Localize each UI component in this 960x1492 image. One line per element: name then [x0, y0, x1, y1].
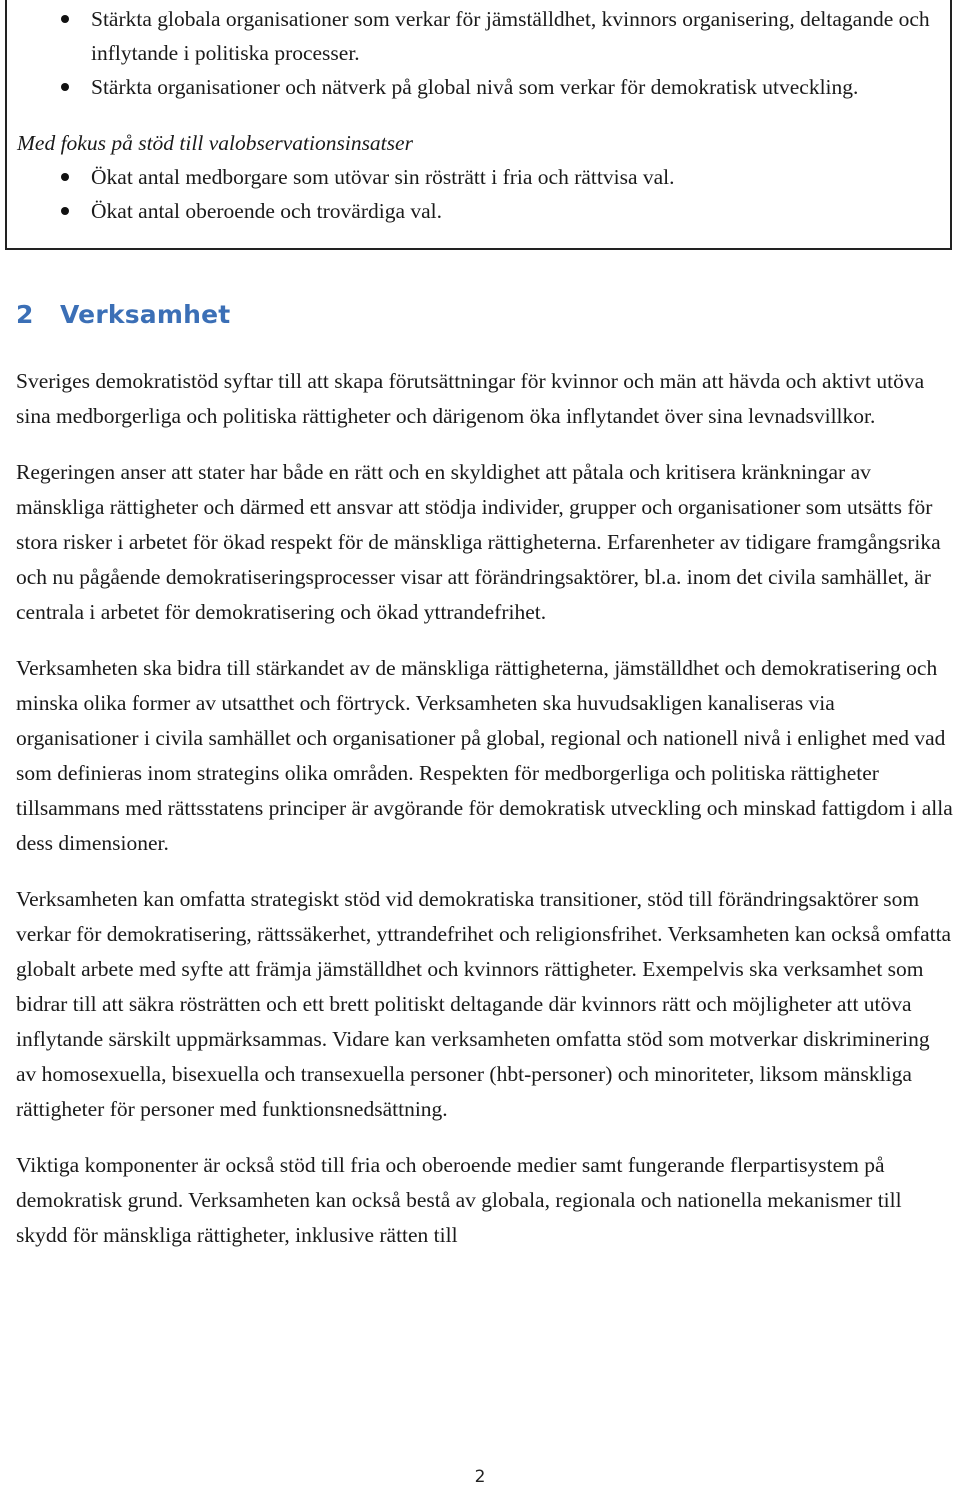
list-item-text: Stärkta globala organisationer som verkar för jämställdhet, kvinnors organisering, deltagande och inflytande i politiska processer.	[91, 7, 930, 65]
goals-box-content	[17, 2, 944, 228]
bullet-icon	[61, 15, 69, 23]
list-item-text: Ökat antal medborgare som utövar sin rösträtt i fria och rättvisa val.	[91, 165, 675, 189]
bullet-icon	[61, 207, 69, 215]
body-text	[16, 364, 954, 1274]
section-heading	[16, 300, 230, 329]
paragraph: Regeringen anser att stater har både en rätt och en skyldighet att påtala och kritisera kränkningar av mänskliga rättigheter och därmed ett ansvar att stödja individer, grupper och organisationer som utsätts för stora risker i arbetet för ökad respekt för de mänskliga rättigheterna. Erfarenheter av tidigare framgångsrika och nu pågående demokratiseringsprocesser visar att förändringsaktörer, bl.a. inom det civila samhället, är centrala i arbetet för demokratisering och ökad yttrandefrihet.	[16, 460, 941, 624]
bullet-icon	[61, 173, 69, 181]
section-title: Verksamhet	[60, 300, 231, 329]
goals-list-bottom	[17, 160, 944, 228]
section-number: 2	[16, 300, 34, 329]
bullet-icon	[61, 83, 69, 91]
list-item	[17, 194, 944, 228]
box-subheading: Med fokus på stöd till valobservationsinsatser	[17, 131, 413, 155]
goals-list-top	[17, 2, 944, 104]
goals-box	[5, 0, 952, 250]
list-item	[17, 70, 944, 104]
paragraph: Sveriges demokratistöd syftar till att skapa förutsättningar för kvinnor och män att hävda och aktivt utöva sina medborgerliga och politiska rättigheter och därigenom öka inflytandet över sina levnadsvillkor.	[16, 369, 925, 428]
paragraph: Verksamheten ska bidra till stärkandet av de mänskliga rättigheterna, jämställdhet och demokratisering och minska olika former av utsatthet och förtryck. Verksamheten ska huvudsakligen kanaliseras via organisationer i civila samhället och organisationer på global, regional och nationell nivå i enlighet med vad som definieras inom strategins olika områden. Respekten för medborgerliga och politiska rättigheter tillsammans med rättsstatens principer är avgörande för demokratisk utveckling och minskad fattigdom i alla dess dimensioner.	[16, 656, 953, 855]
list-item	[17, 160, 944, 194]
list-item	[17, 2, 944, 70]
paragraph: Viktiga komponenter är också stöd till fria och oberoende medier samt fungerande flerpartisystem på demokratisk grund. Verksamheten kan också bestå av globala, regionala och nationella mekanismer till skydd för mänskliga rättigheter, inklusive rätten till	[16, 1153, 902, 1247]
list-item-text: Ökat antal oberoende och trovärdiga val.	[91, 199, 443, 223]
paragraph: Verksamheten kan omfatta strategiskt stöd vid demokratiska transitioner, stöd till förändringsaktörer som verkar för demokratisering, rättssäkerhet, yttrandefrihet och religionsfrihet. Verksamheten kan också omfatta globalt arbete med syfte att främja jämställdhet och kvinnors rättigheter. Exempelvis ska verksamhet som bidrar till att säkra rösträtten och ett brett politiskt deltagande där kvinnors rätt och möjligheter att utöva inflytande särskilt uppmärksammas. Vidare kan verksamheten omfatta stöd som motverkar diskriminering av homosexuella, bisexuella och transexuella personer (hbt-personer) och minoriteter, liksom mänskliga rättigheter för personer med funktionsnedsättning.	[16, 887, 952, 1121]
page-number: 2	[474, 1467, 486, 1487]
list-item-text: Stärkta organisationer och nätverk på global nivå som verkar för demokratisk utveckling.	[91, 75, 859, 99]
